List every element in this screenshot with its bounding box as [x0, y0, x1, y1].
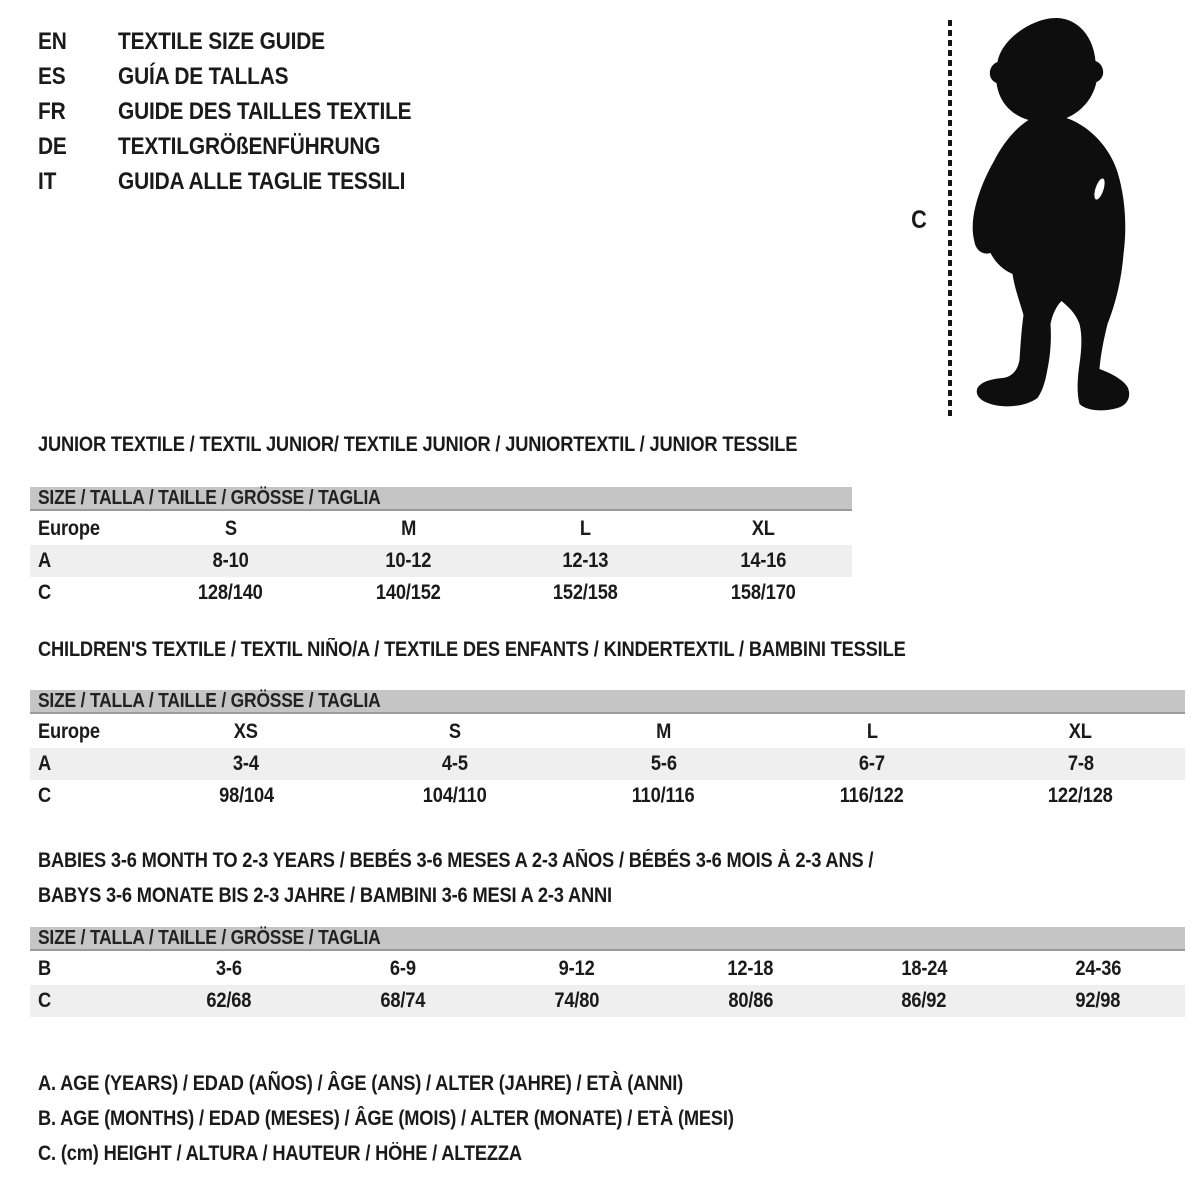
height-measure-label: C [911, 206, 927, 234]
measure-legend [38, 1066, 838, 1171]
age-cell: 10-12 [385, 549, 432, 572]
age-cell: 12-18 [727, 957, 774, 980]
height-cell: 116/122 [840, 784, 904, 807]
legend-line-c: C. (cm) HEIGHT / ALTURA / HAUTEUR / HÖHE / ALTEZZA [38, 1142, 522, 1165]
lang-title: GUÍA DE TALLAS [118, 62, 289, 90]
age-cell: 9-12 [558, 957, 595, 980]
height-cell: 152/158 [553, 581, 619, 604]
size-cell: S [224, 517, 237, 540]
lang-title: TEXTILGRÖßENFÜHRUNG [118, 132, 381, 160]
language-title-list [38, 24, 455, 199]
table-row-height [30, 985, 1185, 1017]
table-row-europe [30, 716, 1185, 748]
size-cell: XL [751, 517, 775, 540]
lang-code: EN [38, 27, 67, 55]
babies-title-line1: BABIES 3-6 MONTH TO 2-3 YEARS / BEBÉS 3-6 MESES A 2-3 AÑOS / BÉBÉS 3-6 MOIS À 2-3 ANS / [38, 849, 874, 872]
legend-line-b: B. AGE (MONTHS) / EDAD (MESES) / ÂGE (MOIS) / ALTER (MONATE) / ETÀ (MESI) [38, 1107, 734, 1130]
age-cell: 12-13 [562, 549, 609, 572]
age-cell: 3-6 [215, 957, 242, 980]
lang-code: IT [38, 167, 57, 195]
babies-size-header-bar: SIZE / TALLA / TAILLE / GRÖSSE / TAGLIA [30, 927, 1185, 951]
table-row-age-months [30, 953, 1185, 985]
lang-title: GUIDA ALLE TAGLIE TESSILI [118, 167, 406, 195]
height-cell: 128/140 [198, 581, 264, 604]
row-label: Europe [38, 720, 100, 743]
age-cell: 6-7 [859, 752, 886, 775]
height-cell: 140/152 [375, 581, 441, 604]
table-row-age [30, 748, 1185, 780]
children-size-table [30, 690, 1185, 812]
height-cell: 92/98 [1075, 989, 1121, 1012]
lang-title: GUIDE DES TAILLES TEXTILE [118, 97, 412, 125]
age-cell: 6-9 [389, 957, 416, 980]
table-row-height [30, 780, 1185, 812]
size-cell: M [400, 517, 416, 540]
age-cell: 7-8 [1067, 752, 1094, 775]
lang-title: TEXTILE SIZE GUIDE [118, 27, 325, 55]
lang-row-de [38, 129, 455, 164]
height-cell: 68/74 [380, 989, 426, 1012]
legend-line-a: A. AGE (YEARS) / EDAD (AÑOS) / ÂGE (ANS) / ALTER (JAHRE) / ETÀ (ANNI) [38, 1072, 684, 1095]
table-row-age [30, 545, 852, 577]
size-cell: L [580, 517, 592, 540]
size-cell: L [866, 720, 878, 743]
height-cell: 86/92 [901, 989, 947, 1012]
height-cell: 158/170 [730, 581, 796, 604]
size-cell: XS [234, 720, 259, 743]
height-measure-dashed-line [948, 20, 952, 418]
lang-code: FR [38, 97, 66, 125]
lang-row-it [38, 164, 455, 199]
row-label: C [38, 989, 52, 1012]
row-label: Europe [38, 517, 100, 540]
lang-row-en [38, 24, 455, 59]
row-label: B [38, 957, 52, 980]
height-cell: 110/116 [632, 784, 695, 807]
age-cell: 24-36 [1075, 957, 1121, 980]
children-size-header-bar: SIZE / TALLA / TAILLE / GRÖSSE / TAGLIA [30, 690, 1185, 714]
age-cell: 8-10 [212, 549, 249, 572]
lang-row-fr [38, 94, 455, 129]
height-cell: 104/110 [422, 784, 487, 807]
age-cell: 14-16 [740, 549, 787, 572]
height-cell: 98/104 [218, 784, 274, 807]
size-cell: XL [1069, 720, 1093, 743]
table-row-europe [30, 513, 852, 545]
height-cell: 62/68 [206, 989, 252, 1012]
age-cell: 18-24 [901, 957, 948, 980]
junior-size-header-bar: SIZE / TALLA / TAILLE / GRÖSSE / TAGLIA [30, 487, 852, 511]
row-label: C [38, 581, 52, 604]
row-label: C [38, 784, 52, 807]
junior-section-title: JUNIOR TEXTILE / TEXTIL JUNIOR/ TEXTILE JUNIOR / JUNIORTEXTIL / JUNIOR TESSILE [38, 433, 798, 456]
lang-code: ES [38, 62, 66, 90]
row-label: A [38, 752, 52, 775]
age-cell: 4-5 [441, 752, 468, 775]
height-cell: 122/128 [1048, 784, 1114, 807]
lang-row-es [38, 59, 455, 94]
age-cell: 3-4 [233, 752, 260, 775]
toddler-silhouette-icon [960, 12, 1140, 422]
babies-section-title [38, 843, 998, 913]
row-label: A [38, 549, 52, 572]
age-cell: 5-6 [650, 752, 677, 775]
babies-size-table [30, 927, 1185, 1017]
junior-size-table [30, 487, 852, 609]
size-cell: M [655, 720, 672, 743]
height-cell: 74/80 [554, 989, 599, 1012]
children-section-title: CHILDREN'S TEXTILE / TEXTIL NIÑO/A / TEXTILE DES ENFANTS / KINDERTEXTIL / BAMBINI TESSILE [38, 638, 906, 661]
size-cell: S [448, 720, 461, 743]
table-row-height [30, 577, 852, 609]
babies-title-line2: BABYS 3-6 MONATE BIS 2-3 JAHRE / BAMBINI 3-6 MESI A 2-3 ANNI [38, 884, 612, 907]
lang-code: DE [38, 132, 67, 160]
height-cell: 80/86 [727, 989, 773, 1012]
